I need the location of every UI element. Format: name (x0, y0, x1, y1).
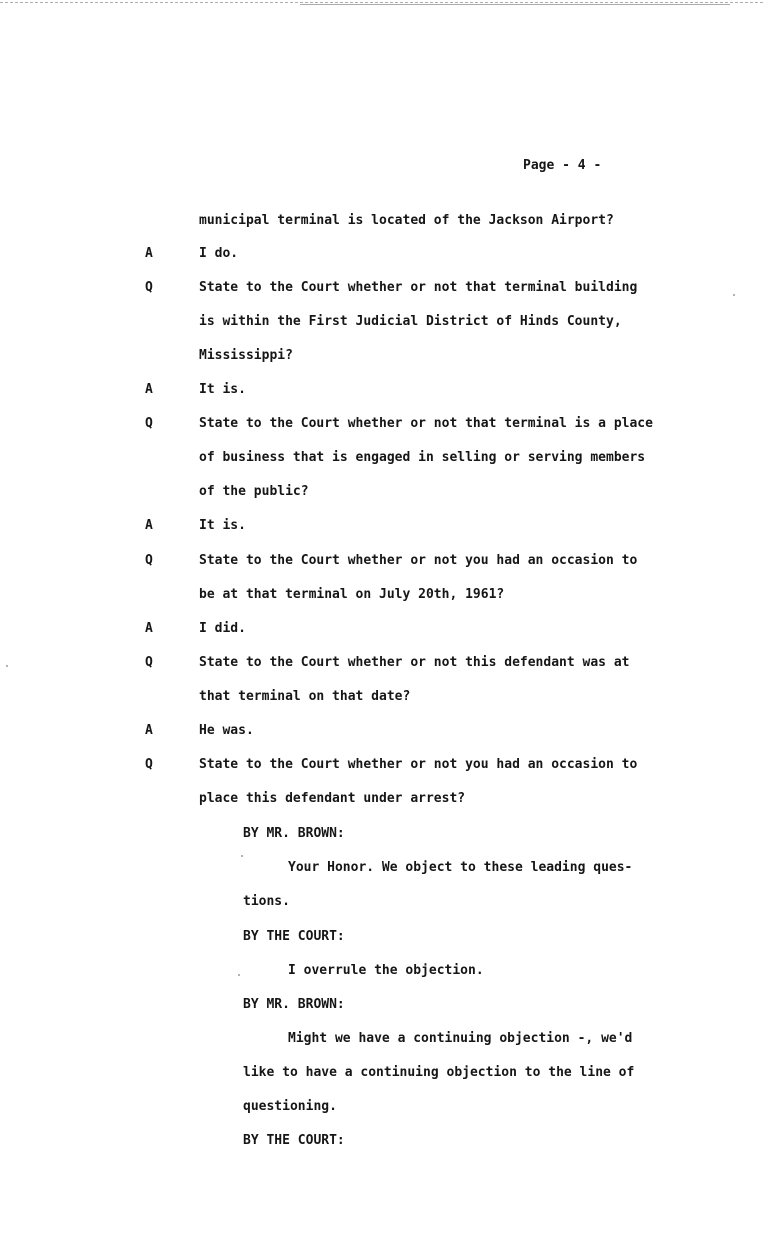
transcript-line: I do. (199, 246, 239, 261)
transcript-line: be at that terminal on July 20th, 1961? (199, 587, 505, 602)
colloquy-heading: BY MR. BROWN: (243, 826, 345, 841)
transcript-line: It is. (199, 382, 246, 397)
colloquy-heading: BY THE COURT: (243, 929, 345, 944)
speaker-label: A (145, 518, 153, 533)
speaker-label: Q (145, 416, 153, 431)
speaker-label: Q (145, 655, 153, 670)
paper-speck (241, 855, 243, 857)
transcript-line: of the public? (199, 484, 309, 499)
transcript-line: municipal terminal is located of the Jackson Airport? (199, 213, 614, 228)
speaker-label: Q (145, 280, 153, 295)
page-number: Page - 4 - (523, 158, 602, 173)
colloquy-line: questioning. (243, 1099, 337, 1114)
transcript-line: Mississippi? (199, 348, 293, 363)
transcript-line: State to the Court whether or not that terminal is a place (199, 416, 653, 431)
paper-speck (6, 665, 8, 667)
colloquy-heading: BY THE COURT: (243, 1133, 345, 1148)
transcript-line: State to the Court whether or not that terminal building (199, 280, 638, 295)
page-top-edge-shadow (300, 4, 730, 5)
transcript-line: I did. (199, 621, 246, 636)
transcript-line: place this defendant under arrest? (199, 791, 466, 806)
transcript-line: It is. (199, 518, 246, 533)
transcript-line: He was. (199, 723, 254, 738)
paper-speck (733, 294, 735, 296)
colloquy-line: like to have a continuing objection to the line of (243, 1065, 635, 1080)
colloquy-heading: BY MR. BROWN: (243, 997, 345, 1012)
speaker-label: A (145, 382, 153, 397)
transcript-line: that terminal on that date? (199, 689, 411, 704)
transcript-line: State to the Court whether or not this defendant was at (199, 655, 630, 670)
speaker-label: Q (145, 553, 153, 568)
speaker-label: A (145, 723, 153, 738)
transcript-line: of business that is engaged in selling or serving members (199, 450, 646, 465)
colloquy-line: I overrule the objection. (288, 963, 484, 978)
transcript-line: State to the Court whether or not you had an occasion to (199, 757, 638, 772)
transcript-line: State to the Court whether or not you had an occasion to (199, 553, 638, 568)
colloquy-line: Your Honor. We object to these leading ques- (288, 860, 633, 875)
colloquy-line: tions. (243, 894, 290, 909)
speaker-label: A (145, 621, 153, 636)
speaker-label: Q (145, 757, 153, 772)
transcript-line: is within the First Judicial District of Hinds County, (199, 314, 622, 329)
speaker-label: A (145, 246, 153, 261)
colloquy-line: Might we have a continuing objection -, we'd (288, 1031, 633, 1046)
paper-speck (238, 974, 240, 976)
page-top-edge (0, 2, 763, 3)
